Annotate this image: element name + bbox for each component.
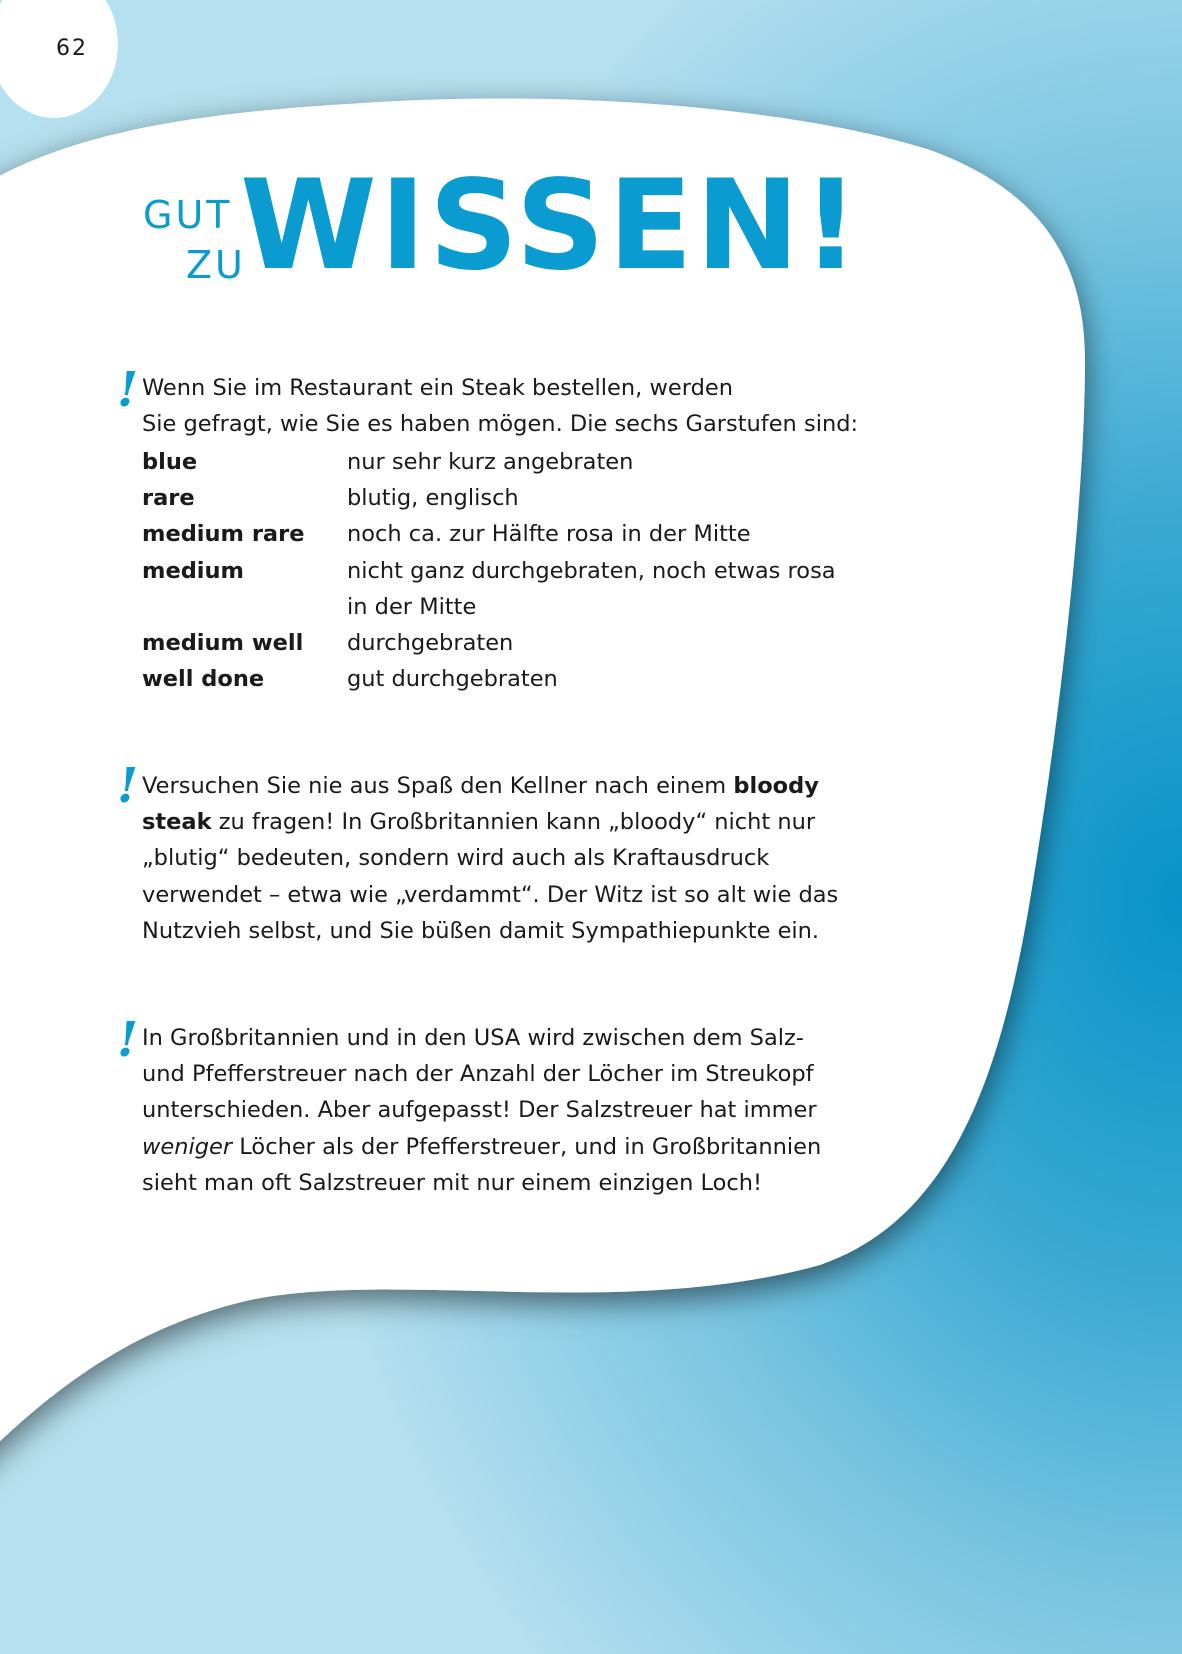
title-wissen: WISSEN!: [240, 154, 862, 298]
garstufe-desc: gut durchgebraten: [347, 666, 558, 693]
garstufe-row: [142, 661, 867, 697]
garstufe-term: rare: [142, 485, 195, 512]
garstufe-row: [142, 625, 867, 661]
garstufe-desc: nicht ganz durchgebraten, noch etwas rosa in der Mitte: [347, 557, 836, 620]
garstufe-term: well done: [142, 666, 265, 693]
tip3-text-pre: In Großbritannien und in den USA wird zwischen dem Salz- und Pfefferstreuer nach der Anzahl der Löcher im Streukopf unterschieden. Aber aufgepasst! Der Salzstreuer hat immer: [142, 1025, 817, 1124]
exclamation-icon: !: [117, 362, 139, 418]
garstufe-desc: nur sehr kurz angebraten: [347, 449, 634, 475]
tip3-paragraph: [142, 1020, 832, 1201]
tip2-paragraph: [142, 768, 877, 949]
tip1-intro: [142, 370, 902, 442]
tip3-italic-word: weniger: [142, 1133, 233, 1160]
garstufe-row: [142, 480, 867, 516]
tip1-line1: Wenn Sie im Restaurant ein Steak bestellen, werden: [142, 375, 733, 401]
tip2-text-post: zu fragen! In Großbritannien kann „bloody“ nicht nur „blutig“ bedeuten, sondern wird auch als Kraftausdruck verwendet – etwa wie „verdammt“. Der Witz ist so alt wie das Nutzvieh selbst, und Sie büßen damit Sympathiepunkte ein.: [142, 809, 839, 944]
exclamation-icon: !: [117, 1012, 139, 1068]
garstufe-term: medium rare: [142, 521, 305, 548]
tip1-line2: Sie gefragt, wie Sie es haben mögen. Die sechs Garstufen sind:: [142, 411, 859, 438]
garstufe-term: medium: [142, 557, 244, 584]
garstufe-row: [142, 516, 867, 552]
garstufe-desc: durchgebraten: [347, 630, 514, 657]
garstufe-row: [142, 444, 867, 480]
tip2-text-pre: Versuchen Sie nie aus Spaß den Kellner nach einem: [142, 773, 734, 799]
garstufen-list: [142, 444, 867, 697]
title-zu: ZU: [186, 243, 246, 287]
tip2-bold-term: bloody steak: [142, 773, 819, 836]
title-gut: GUT: [143, 193, 233, 237]
garstufe-row: [142, 553, 867, 625]
garstufe-term: medium well: [142, 630, 304, 657]
garstufe-term: blue: [142, 449, 198, 475]
tip3-text-post: Löcher als der Pfefferstreuer, und in Großbritannien sieht man oft Salzstreuer mit nur einem einzigen Loch!: [142, 1133, 822, 1196]
page-number: 62: [56, 36, 88, 61]
exclamation-icon: !: [117, 758, 139, 814]
garstufe-desc: noch ca. zur Hälfte rosa in der Mitte: [347, 521, 751, 548]
garstufe-desc: blutig, englisch: [347, 485, 519, 512]
